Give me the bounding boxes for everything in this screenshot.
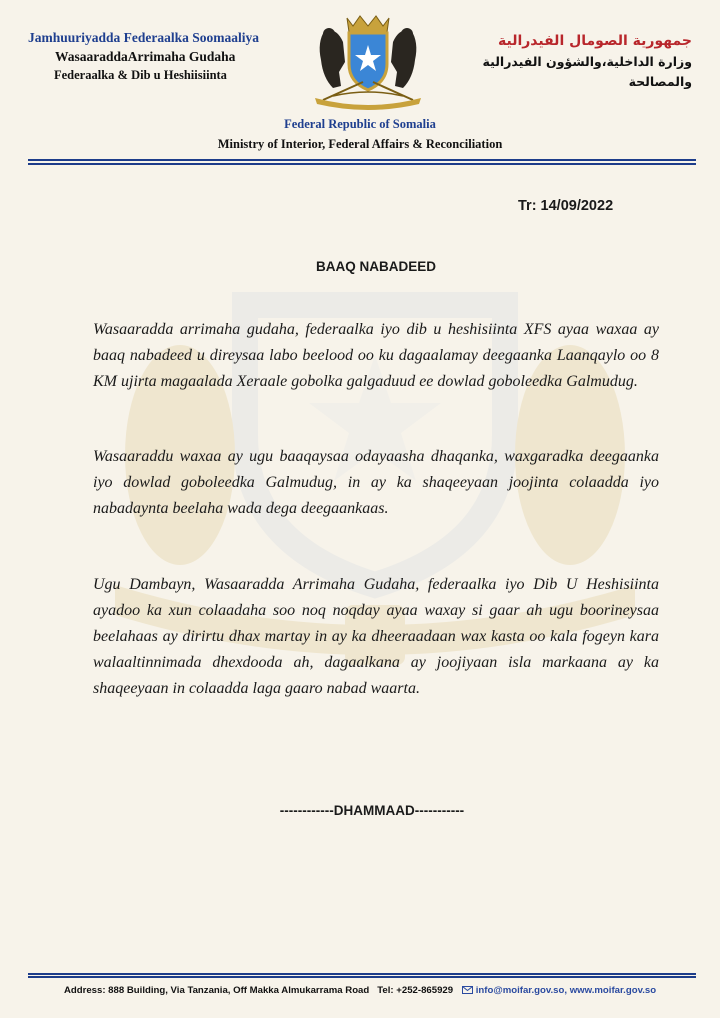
arabic-header <box>422 30 692 92</box>
somali-header <box>28 29 328 84</box>
republic-name-english: Federal Republic of Somalia <box>284 117 436 131</box>
footer-email-website[interactable]: info@moifar.gov.so, www.moifar.gov.so <box>475 985 657 996</box>
republic-name-somali: Jamhuuriyadda Federaalka Soomaaliya <box>28 30 260 45</box>
footer-telephone: Tel: +252-865929 <box>377 985 454 996</box>
footer-contact <box>0 985 720 996</box>
republic-name-arabic: جمهورية الصومال الفيدرالية <box>497 33 692 49</box>
letter-closing: ------------DHAMMAAD----------- <box>279 803 465 818</box>
ministry-name-somali: WasaaraddaArrimaha Gudaha <box>55 49 236 64</box>
body-paragraph-2: Wasaaraddu waxaa ay ugu baaqaysaa odayaasha dhaqanka, waxgaradka deegaanka iyo dowlad goboleedka Galmudug, in ay ka shaqeeyaan joojinta colaadda iyo nabadaynta beelaha wada dega deegaankaas. <box>93 448 659 517</box>
letter-date: Tr: 14/09/2022 <box>518 198 614 214</box>
body-paragraph-1: Wasaaradda arrimaha gudaha, federaalka iyo dib u heshisiinta XFS ayaa waxaa ay baaq nabadeed u direysaa labo beelood oo ku dagaalamay deegaanka Laanqaylo oo 8 KM ujirta magaalada Xeraale gobolka galgaduud ee dowlad goboleedka Galmudug. <box>93 321 659 390</box>
envelope-icon <box>462 986 473 994</box>
header-divider <box>28 159 696 165</box>
ministry-name-english: Ministry of Interior, Federal Affairs & Reconciliation <box>217 137 503 151</box>
somalia-coat-of-arms-icon <box>303 12 433 112</box>
body-paragraph-3: Ugu Dambayn, Wasaaradda Arrimaha Gudaha, federaalka iyo Dib U Heshisiinta ayadoo ka xun colaadaha soo noq noqday ayaa waxay si gaar ah ugu boorineysaa beelahaas ay dirirtu dhax martay in ay ka dheeraadaan wax kasta oo kala fogeyn kara walaaltinnimada dhexdooda ah, dagaalkana ay joojiyaan isla markaana ay ka shaqeeyaan in colaadda laga gaaro nabad waarta. <box>93 576 659 697</box>
letter-subject: BAAQ NABADEED <box>315 259 436 274</box>
ministry-subtitle-somali: Federaalka & Dib u Heshiisiinta <box>54 68 227 82</box>
ministry-name-arabic: وزارة الداخلية،والشؤون الفيدرالية والمصالحة <box>482 54 692 89</box>
footer-address: Address: 888 Building, Via Tanzania, Off Makka Almukarrama Road <box>63 985 370 996</box>
footer-divider <box>28 973 696 979</box>
